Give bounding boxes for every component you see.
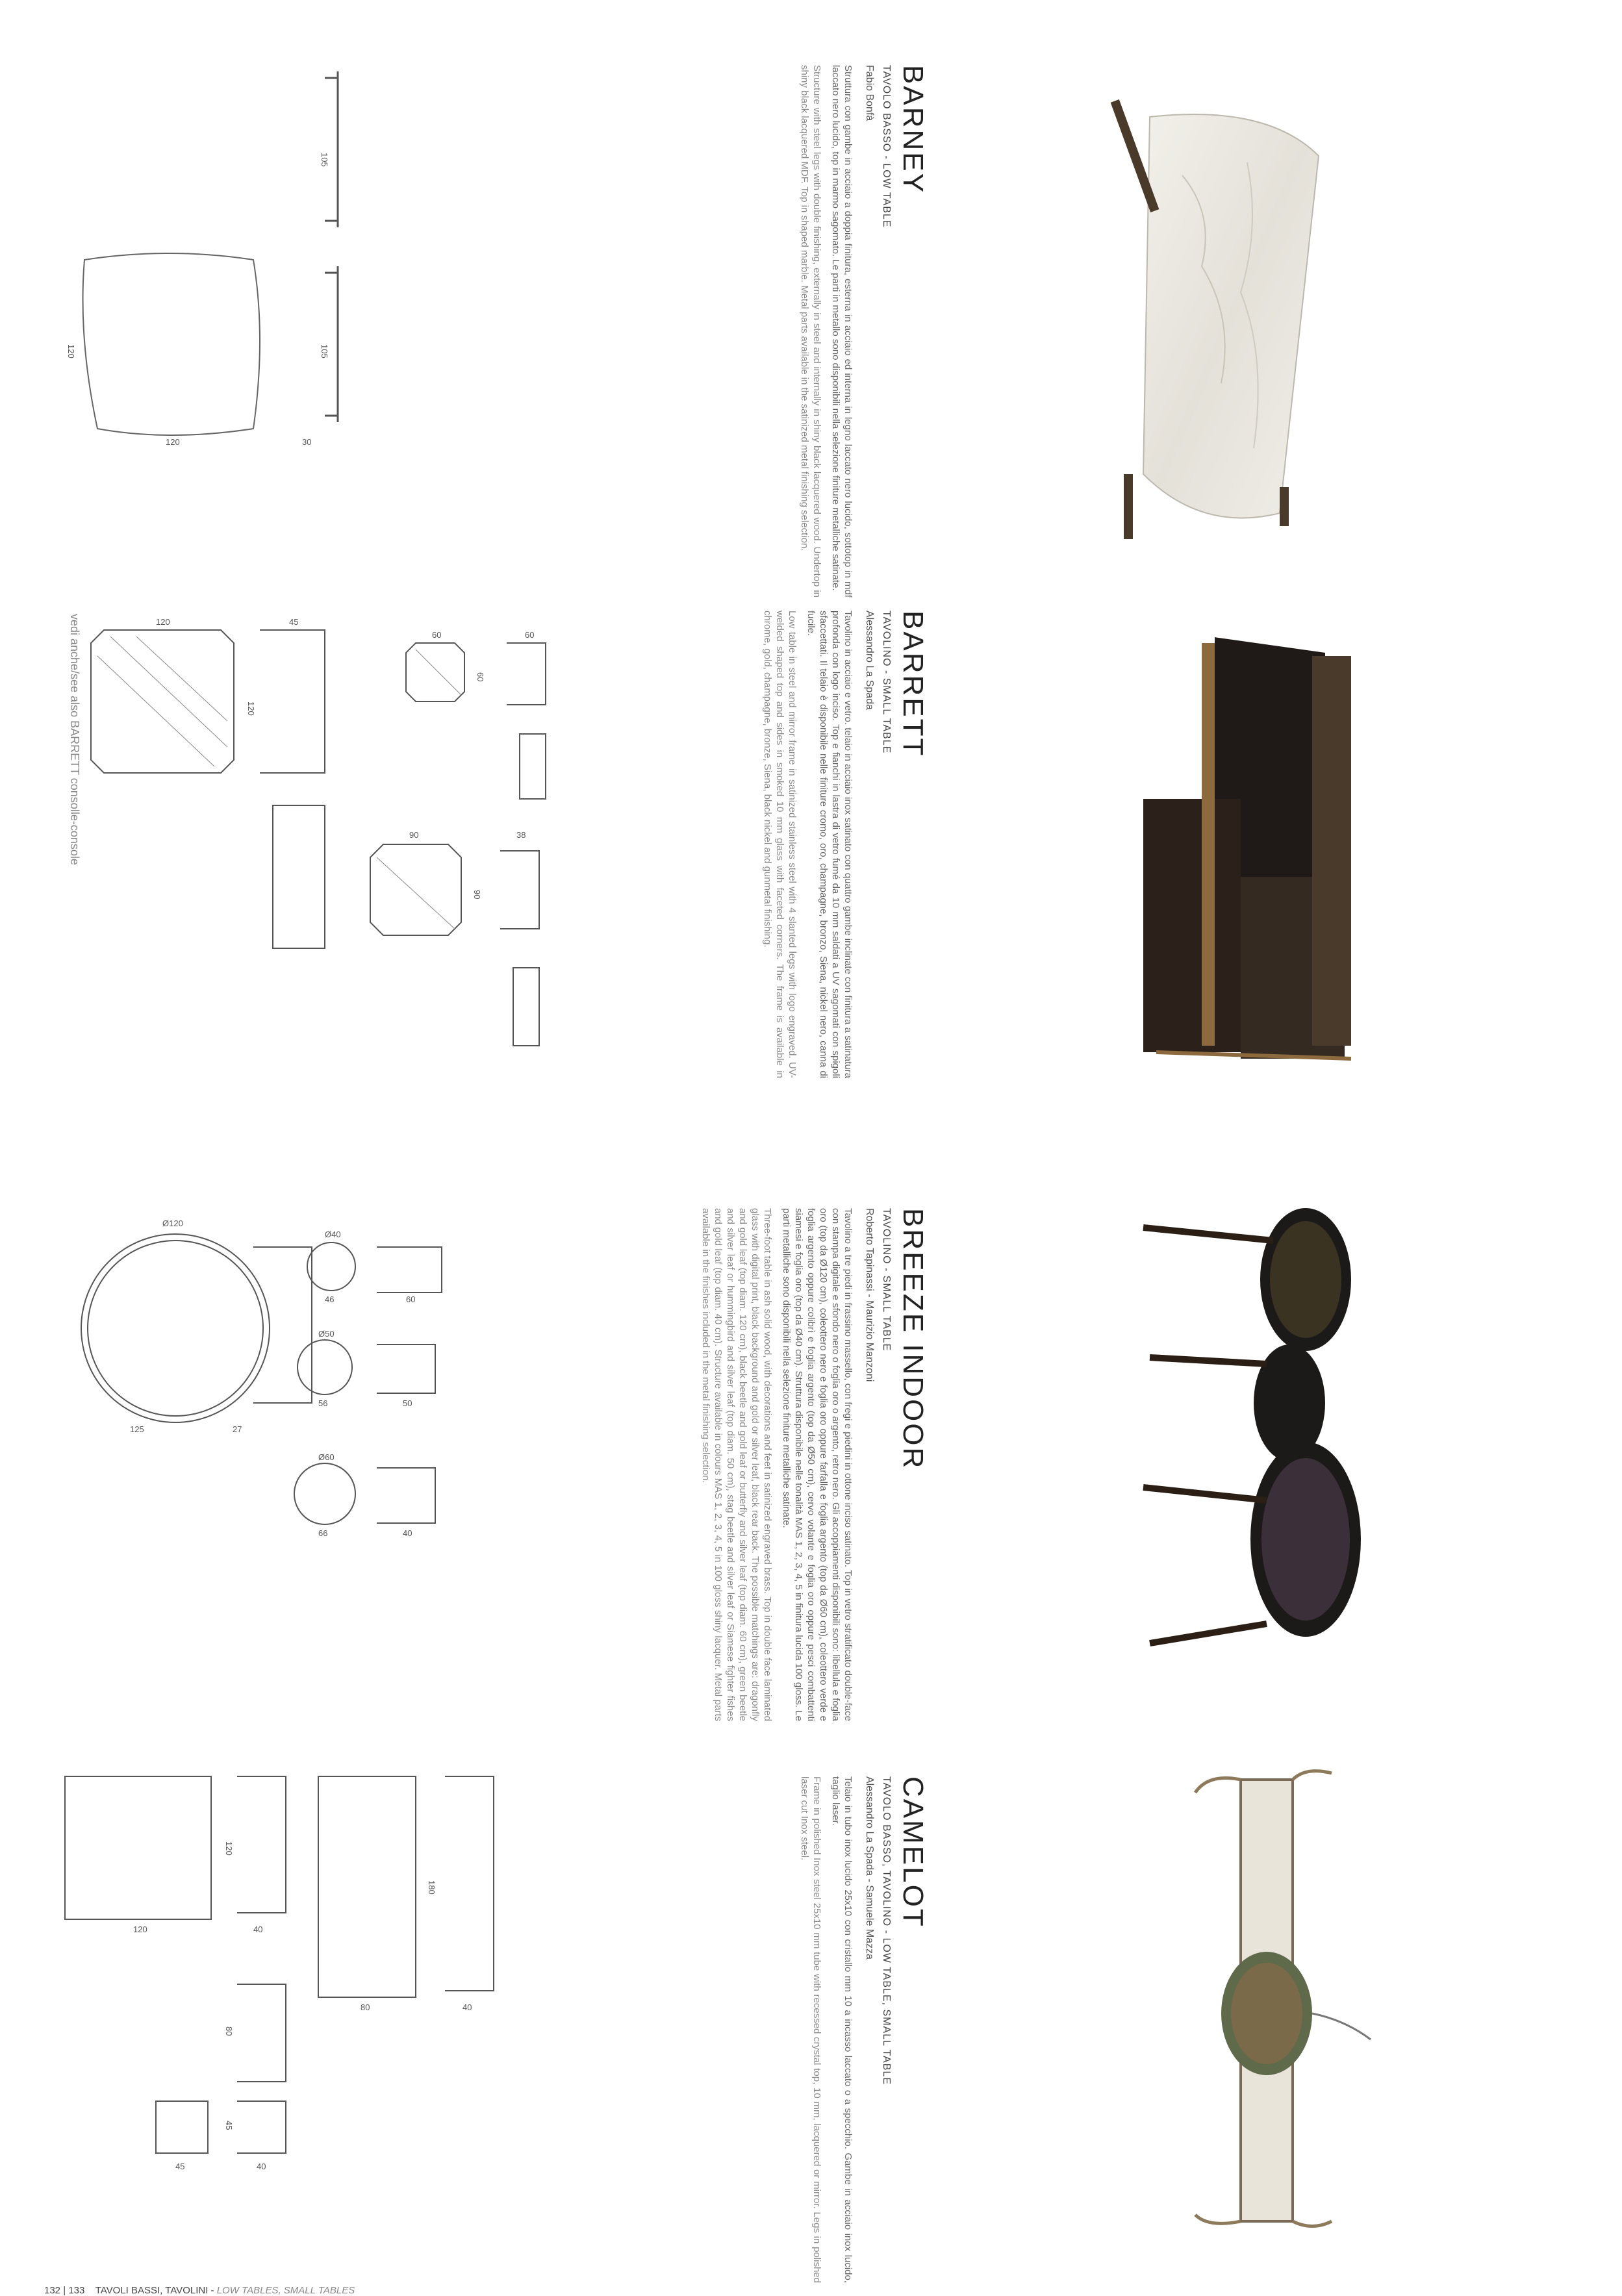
barney-title: BARNEY (897, 65, 929, 194)
barney-drawings (39, 65, 351, 468)
camelot-dim-1: 120 (224, 1841, 234, 1856)
page-numbers: 132 | 133 (44, 2285, 85, 2296)
breeze-dim-8: 56 (318, 1398, 328, 1408)
breeze-indoor-designer: Roberto Tapinassi - Maurizio Manzoni (864, 1208, 875, 1382)
breeze-dim-4: Ø40 (325, 1230, 341, 1239)
barrett-dim-1: 120 (156, 617, 170, 627)
camelot-dim-6: 40 (463, 2002, 472, 2012)
barrett-dim-3: 120 (246, 701, 256, 716)
barney-dim-4: 120 (66, 344, 76, 359)
camelot-dim-4: 180 (427, 1880, 437, 1895)
barney-dim-5: 120 (166, 437, 180, 447)
breeze-dim-7: Ø50 (318, 1329, 335, 1339)
camelot-dim-8: 45 (224, 2121, 234, 2130)
barrett-dim-9: 90 (472, 890, 482, 900)
page-footer (44, 2285, 355, 2296)
barrett-text-block (761, 611, 927, 1078)
camelot-text-block (798, 1776, 927, 2283)
barrett-dim-5: 60 (525, 630, 535, 640)
barney-text-en: Structure with steel legs with double finishing, externally in steel and internally in shiny black lacquered wood. Undertop in shiny black lacquered MDF. Top in shaped marble. Metal parts available in the satinized metal finishing selection. (799, 65, 822, 598)
camelot-dim-5: 80 (361, 2002, 370, 2012)
barrett-designer: Alessandro La Spada (864, 611, 875, 710)
breeze-indoor-subtitle: TAVOLINO - SMALL TABLE (881, 1208, 892, 1352)
barrett-dim-8: 38 (516, 830, 526, 840)
breeze-dim-12: 40 (403, 1528, 412, 1538)
breeze-indoor-text-en: Three-foot table in ash solid wood, with decorations and feet in satinized engraved brass. Top in double face laminated glass with digital print, black background and gold or silver leaf, black rear back. The possible matchings are: dragonfly and gold leaf (top diam. 120 cm), black beetle and gold leaf or butterfly and silver leaf (top diam. 60 cm), green beetle and silver leaf or hummingbird and silver leaf (top diam. 50 cm), stag beetle and silver leaf or Siamese fighter fishes and gold leaf (top diam. 40 cm). Structure available in colours MAS 1, 2, 3, 4, 5 in 100 gloss shiny lacquer. Metal parts available in the finishes included in the metal finishing selection. (700, 1208, 773, 1721)
barrett-subtitle: TAVOLINO - SMALL TABLE (881, 611, 892, 754)
breeze-dim-2: 125 (130, 1424, 144, 1434)
footer-section: TAVOLI BASSI, TAVOLINI - (95, 2285, 217, 2296)
camelot-dim-10: 40 (257, 2162, 266, 2171)
barney-dim-2: 105 (320, 344, 329, 359)
camelot-text-en: Frame in polished Inox steel 25x10 mm tube with recessed crystal top, 10 mm, lacquered or mirror. Legs in polished laser cut Inox steel. (799, 1776, 822, 2283)
barney-photo (1104, 84, 1397, 539)
breeze-dim-3: 27 (233, 1424, 242, 1434)
breeze-dim-11: 66 (318, 1528, 328, 1538)
camelot-text-it: Telaio in tubo inox lucido 25x10 con cristallo mm 10 a incasso laccato o a specchio. Gambe in acciaio inox lucido, taglio laser. (830, 1776, 854, 2283)
footer-section-en: LOW TABLES, SMALL TABLES (216, 2285, 355, 2296)
breeze-dim-1: Ø120 (162, 1218, 183, 1228)
camelot-drawings (58, 1763, 513, 2186)
barrett-dim-4: 60 (432, 630, 442, 640)
breeze-dim-9: 50 (403, 1398, 412, 1408)
breeze-indoor-text-it: Tavolino a tre piedi in frassino massello, con fregi e piedini in ottone inciso satinato. Top in vetro stratificato double-face con stampa digitale e sfondo nero o foglia oro o argento, retro nero. Gli accoppiamenti disponibili sono: libellula e foglia oro (top da Ø120 cm), coleottero nero e foglia oro oppure farfalla e foglia argento (top da Ø60 cm), coleottero verde e foglia argento oppure colibrì e foglia argento (top da Ø50 cm), cervo volante e foglia oro oppure pesci combattenti siamesi e foglia oro (top da Ø40 cm). Struttura disponibile nelle tonalità MAS 1, 2, 3, 4, 5 in finitura lucida 100 gloss. Le parti metalliche sono disponibili nella selezione finiture metalliche satinate. (781, 1208, 854, 1721)
barrett-text-en: Low table in steel and mirror frame in satinized stainless steel with 4 slanted legs with logo engraved. UV-welded shaped top and sides in smoked 10 mm glass with faceted corners. The frame is available in chrome, gold, champagne, bronze, Siena, black nickel and gunmetal finishing. (762, 611, 798, 1078)
camelot-dim-7: 80 (224, 2026, 234, 2036)
barrett-dim-6: 60 (475, 672, 485, 682)
barney-dim-3: 30 (302, 437, 312, 447)
barrett-photo (1117, 604, 1397, 1104)
camelot-dim-2: 120 (133, 1924, 147, 1934)
breeze-indoor-text-block (700, 1208, 927, 1721)
camelot-dim-3: 40 (253, 1924, 263, 1934)
barrett-dim-2: 45 (289, 617, 299, 627)
camelot-dim-9: 45 (175, 2162, 185, 2171)
barrett-see-also-text: vedi anche/see also BARRETT consolle-console (68, 614, 81, 865)
camelot-photo (1111, 1767, 1397, 2234)
barney-subtitle: TAVOLO BASSO - LOW TABLE (881, 65, 892, 228)
camelot-designer: Alessandro La Spada - Samuele Mazza (864, 1776, 875, 1960)
breeze-indoor-photo (1117, 1202, 1397, 1682)
barney-dim-1: 105 (320, 153, 329, 167)
camelot-title: CAMELOT (897, 1776, 929, 1928)
breeze-dim-6: 60 (406, 1294, 416, 1304)
barney-text-it: Struttura con gambe in acciaio a doppia finitura, esterna in acciaio ed interna in legno laccato nero lucido, sottotop in mdf laccato nero lucido, top in marmo sagomato. Le parti in metallo sono disponibili nella selezione finiture metalliche satinate. (830, 65, 854, 598)
breeze-dim-5: 46 (325, 1294, 335, 1304)
barney-designer: Fabio Bonfà (864, 65, 875, 121)
barrett-dim-7: 90 (409, 830, 419, 840)
barrett-text-it: Tavolino in acciaio e vetro. telaio in acciaio inox satinato con quattro gambe inclinate con finitura a satinatura profonda con logo inciso. Top e fianchi in lastra di vetro fumé da 10 mm saldati a UV sagomati con spigoli sfaccettati. Il telaio è disponibile nelle finiture cromo, oro, champagne, bronzo, Siena, nickel nero, canna di fucile. (805, 611, 854, 1078)
breeze-indoor-title: BREEZE INDOOR (897, 1208, 929, 1470)
breeze-indoor-drawings (58, 1208, 461, 1598)
barney-text-block (798, 65, 927, 598)
barrett-title: BARRETT (897, 611, 929, 758)
barrett-see-also (68, 614, 81, 865)
camelot-subtitle: TAVOLO BASSO, TAVOLINO - LOW TABLE, SMALL TABLE (881, 1776, 892, 2085)
breeze-dim-10: Ø60 (318, 1452, 335, 1462)
barrett-drawings (71, 617, 591, 1085)
